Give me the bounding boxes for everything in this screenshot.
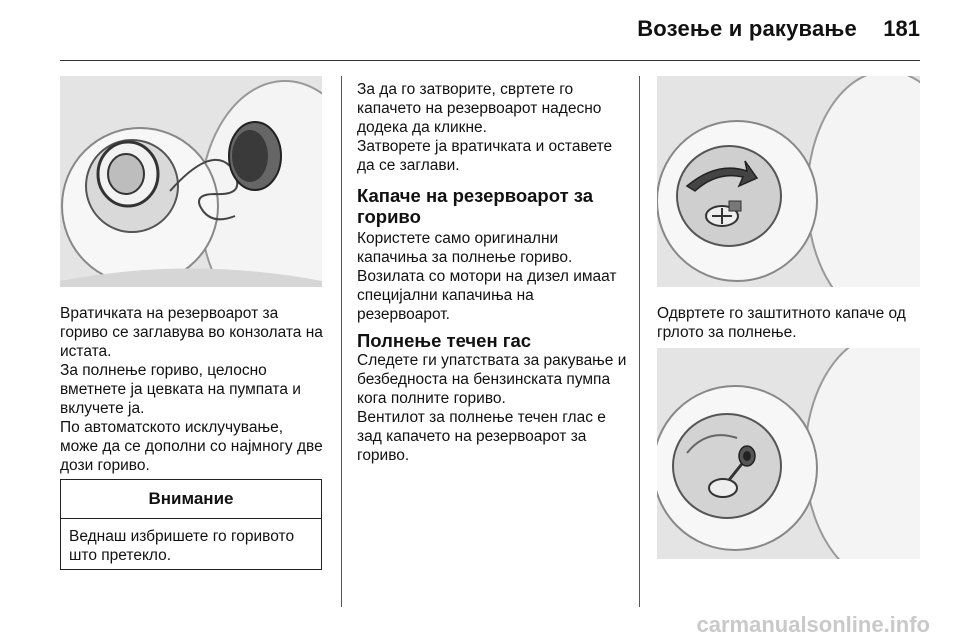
caution-text: Веднаш избришете го горивото што претекло.: [69, 528, 295, 564]
heading-lpg-refuel: Полнење течен гас: [357, 330, 532, 351]
paragraph-fuel-door-latch: Вратичката на резервоарот за гориво се заглавува во конзолата на истата.: [60, 305, 323, 360]
header-rule: [60, 60, 920, 61]
paragraph-lpg-valve: Вентилот за полнење течен глас е зад капачето на резервоарот за гориво.: [357, 409, 606, 464]
figure-filler-neck-exposed: [657, 348, 920, 559]
paragraph-auto-shutoff: По автоматското исклучување, може да се дополни со најмногу две дози гориво.: [60, 419, 323, 474]
paragraph-lpg-instructions: Следете ги упатствата за ракување и безбедноста на бензинската пумпа кога полните гориво.: [357, 352, 627, 407]
column-divider-1: [341, 76, 342, 607]
caution-title: Внимание: [61, 480, 321, 519]
heading-fuel-cap: Капаче на резервоарот за гориво: [357, 185, 594, 227]
paragraph-original-caps: Користете само оригинални капачиња за полнење гориво. Возилата со мотори на дизел имаат специјални капачиња на резервоарот.: [357, 230, 617, 323]
paragraph-close-cap: За да го затворите, свртете го капачето на резервоарот надесно додека да кликне.: [357, 81, 602, 136]
paragraph-close-door: Затворете ја вратичката и оставете да се заглави.: [357, 138, 613, 174]
caution-notice: [60, 479, 322, 570]
paragraph-refuel-nozzle: За полнење гориво, целосно вметнете ја цевката на пумпата и вклучете ја.: [60, 362, 301, 417]
fuel-door-illustration-2: [657, 76, 920, 287]
fuel-door-illustration-3: [657, 348, 920, 559]
figure-fuel-door-cap-hanging: [60, 76, 322, 287]
column-divider-2: [639, 76, 640, 607]
watermark: carmanualsonline.info: [696, 612, 930, 637]
fuel-door-illustration-1: [60, 76, 322, 287]
paragraph-unscrew-cap: Одвртете го заштитното капаче од грлото за полнење.: [657, 305, 906, 341]
figure-turn-cap: [657, 76, 920, 287]
page-number: 181: [883, 16, 920, 41]
page-title: Возење и ракување: [637, 16, 857, 41]
